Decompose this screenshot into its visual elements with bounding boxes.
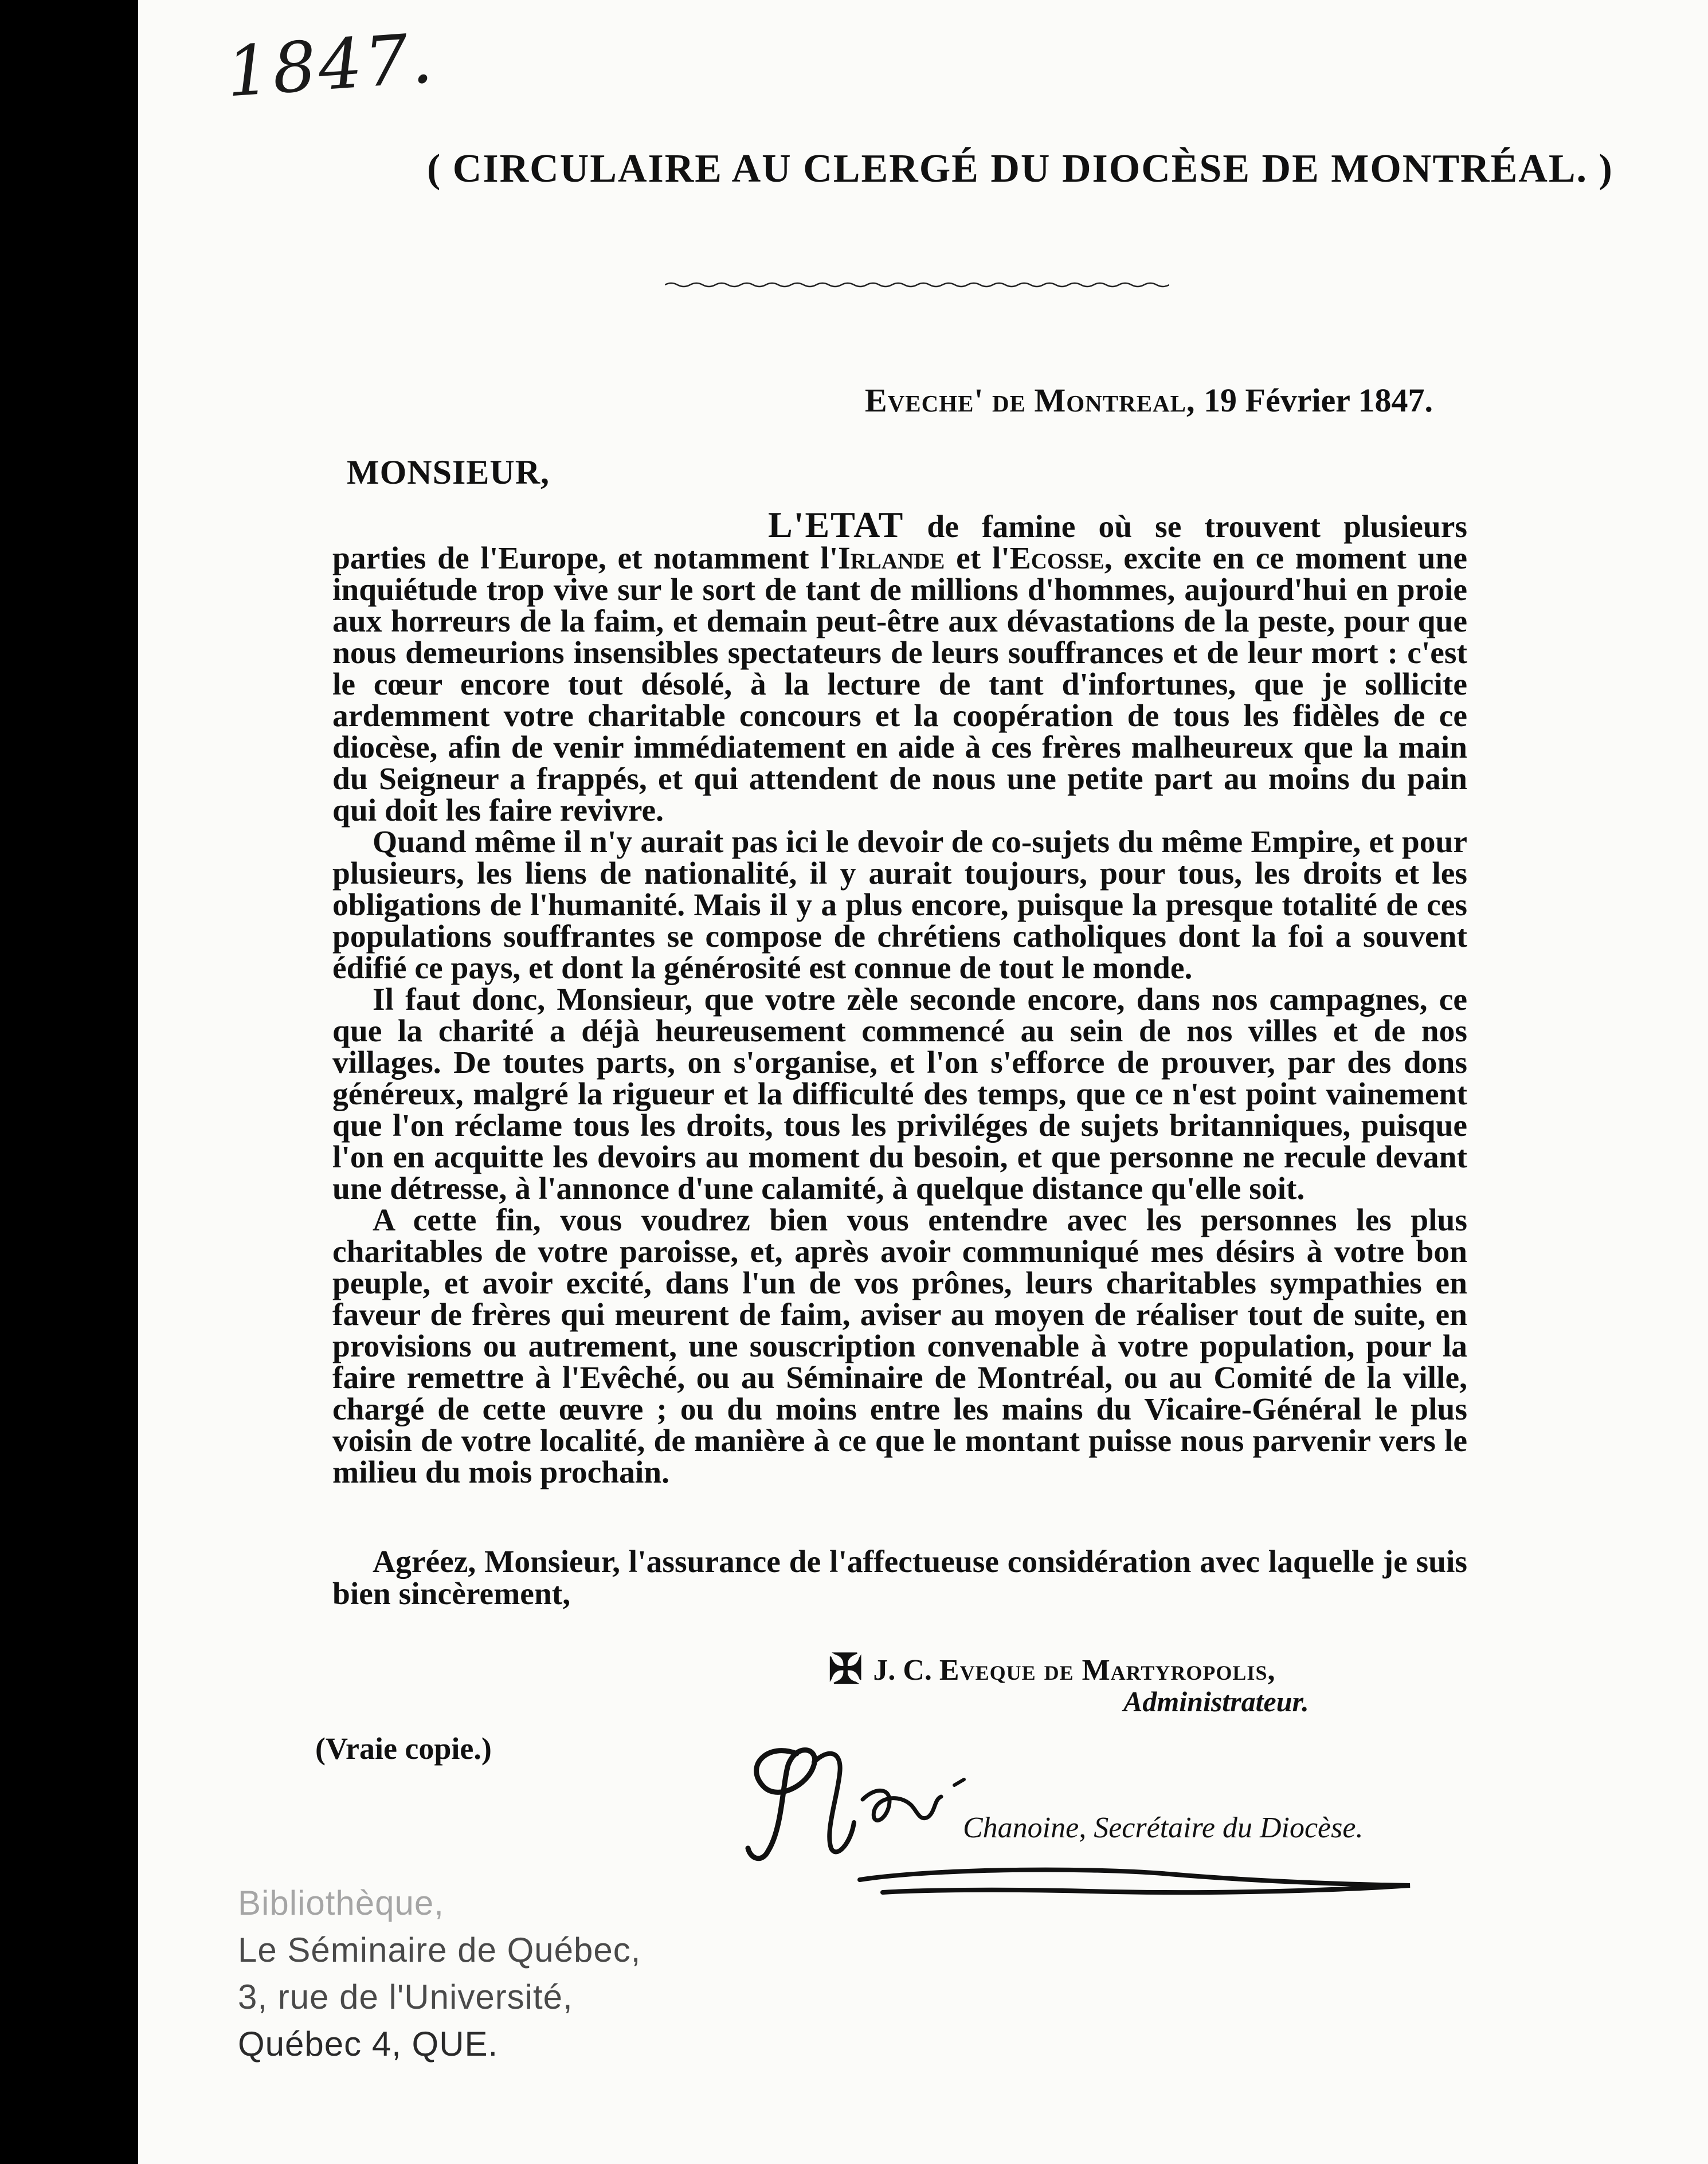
dateline-de: de — [992, 382, 1027, 419]
circular-title: ( CIRCULAIRE AU CLERGÉ DU DIOCÈSE DE MONTRÉAL. ) — [427, 147, 1613, 191]
library-stamp — [238, 1880, 641, 2068]
signature-title: Eveque de Martyropolis, — [939, 1654, 1276, 1687]
paragraph-1-lead: L'ETAT — [768, 504, 904, 545]
handwritten-signature — [728, 1731, 992, 1868]
closing-formula — [332, 1546, 1467, 1610]
dateline-date: 19 Février 1847. — [1204, 382, 1433, 419]
divider-rule — [665, 281, 1169, 289]
handwritten-year: 1847. — [224, 18, 437, 113]
scan-edge-mark — [135, 0, 138, 2164]
ecosse-word: Ecosse — [1009, 541, 1104, 576]
cross-icon: ✠ — [828, 1646, 863, 1692]
paragraph-2: Quand même il n'y aurait pas ici le devoir de co-sujets du même Empire, et pour plusieurs, les liens de nationalité, il y aurait toujours, pour tous, les droits et les obligations de l'humanité. Mais il y a plus encore, puisque la presque totalité de ces populations souffrantes se compose de chrétiens catholiques dont la foi a souvent édifié ce pays, et dont la générosité est connue de tout le monde. — [332, 825, 1467, 986]
irlande-word: Irlande — [838, 541, 945, 576]
signature-initials: J. C. — [873, 1654, 932, 1687]
paragraph-1-text-b: et l' — [945, 541, 1010, 576]
paragraph-1 — [332, 504, 1467, 828]
dateline — [865, 381, 1433, 420]
stamp-line-1: Bibliothèque, — [238, 1884, 444, 1922]
paragraph-4: A cette fin, vous voudrez bien vous entendre avec les personnes les plus charitables de votre paroisse, et, après avoir communiqué mes désirs à votre bon peuple, et avoir excité, dans l'un de vos prônes, leurs charitables sympathies en faveur de frères qui meurent de faim, aviser au moyen de réaliser tout de suite, en provisions ou autrement, une souscription convenable à votre population, pour la faire remettre à l'Evêché, ou au Séminaire de Montréal, ou au Comité de la ville, chargé de cette œuvre ; ou du moins entre les mains du Vicaire-Général le plus voisin de votre localité, de manière à ce que le montant puisse nous parvenir vers le milieu du mois prochain. — [332, 1203, 1467, 1490]
true-copy-note: (Vraie copie.) — [315, 1731, 492, 1766]
signature-flourish — [848, 1857, 1421, 1903]
signature-role: Administrateur. — [1123, 1685, 1309, 1718]
stamp-line-4: Québec 4, QUE. — [238, 2025, 499, 2063]
letter-body — [332, 504, 1467, 1490]
closing-paragraph: Agréez, Monsieur, l'assurance de l'affectueuse considération avec laquelle je suis bien sincèrement, — [332, 1544, 1467, 1612]
stamp-line-2: Le Séminaire de Québec, — [238, 1931, 641, 1969]
paragraph-1-text-a: de famine où se trouvent plusieurs parties de l'Europe, et notamment l' — [332, 509, 1467, 576]
stamp-line-3: 3, rue de l'Université, — [238, 1978, 573, 2016]
paragraph-1-text-c: , excite en ce moment une inquiétude trop vive sur le sort de tant de millions d'hommes, aujourd'hui en proie aux horreurs de la faim, et demain peut-être aux dévastations de la peste, pour que nous demeurions insensibles spectateurs de leurs souffrances et de leur mort : c'est le cœur encore tout désolé, à la lecture de tant d'infortunes, que je sollicite ardemment votre charitable concours et la coopération de tous les fidèles de ce diocèse, afin de venir immédiatement en aide à ces frères malheureux que la main du Seigneur a frappés, et qui attendent de nous une petite part au moins du pain qui doit les faire revivre. — [332, 541, 1467, 828]
dateline-place-1: Eveche' — [864, 382, 984, 419]
dateline-place-2: Montreal, — [1034, 382, 1196, 419]
salutation: MONSIEUR, — [347, 453, 550, 491]
paragraph-3: Il faut donc, Monsieur, que votre zèle seconde encore, dans nos campagnes, ce que la charité a déjà heureusement commencé au sein de nos villes et de nos villages. De toutes parts, on s'organise, et l'on s'efforce de prouver, par des dons généreux, malgré la rigueur et la difficulté des temps, que ce n'est point vainement que l'on réclame tous les droits, tous les priviléges de sujets britanniques, puisque l'on en acquitte les devoirs au moment du besoin, et que personne ne recule devant une détresse, à l'annonce d'une calamité, à quelque distance qu'elle soit. — [332, 982, 1467, 1206]
secretary-title: Chanoine, Secrétaire du Diocèse. — [963, 1812, 1364, 1844]
